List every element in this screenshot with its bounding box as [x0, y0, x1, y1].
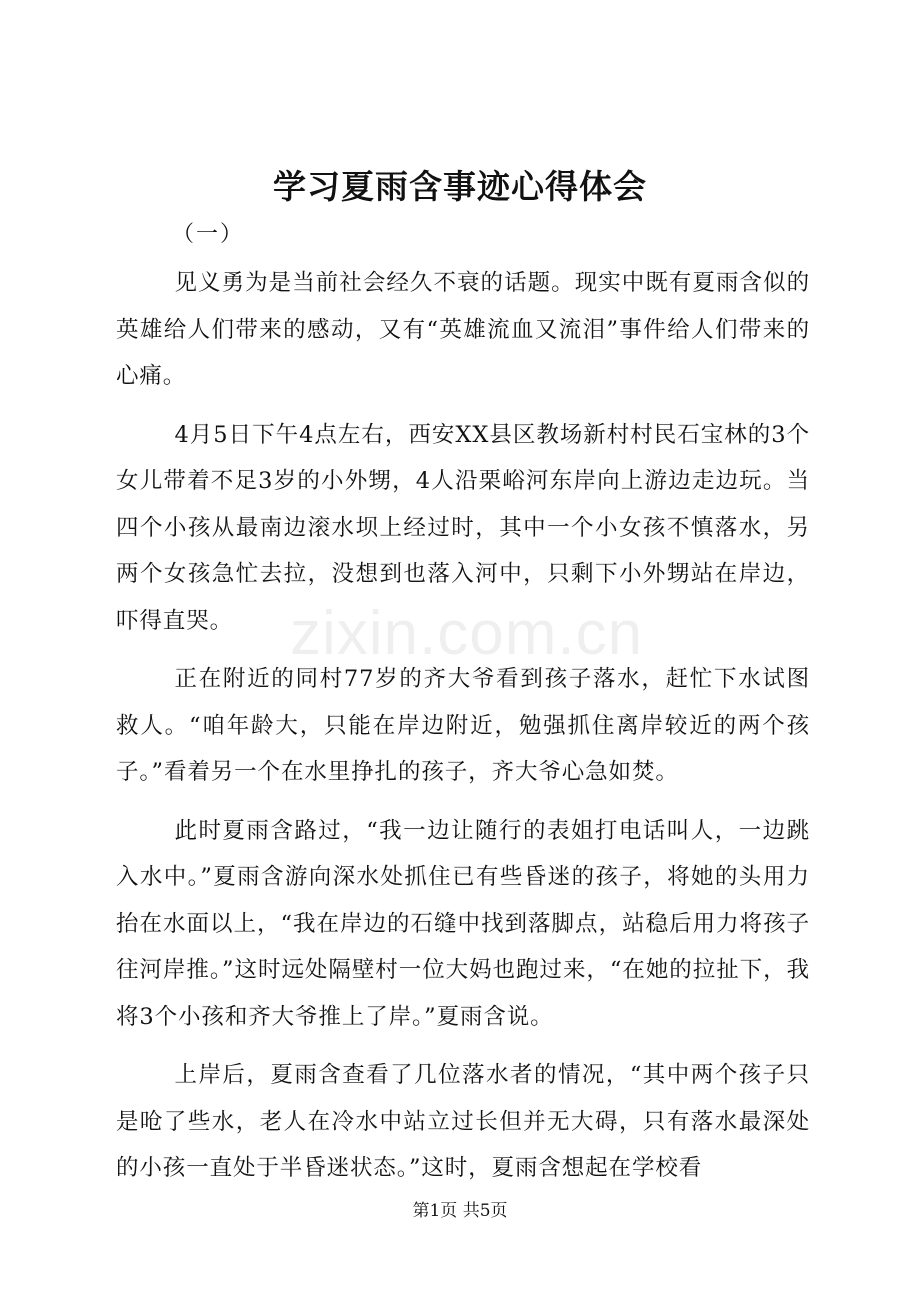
paragraph: 4月5日下午4点左右，西安XX县区教场新村村民石宝林的3个女儿带着不足3岁的小外甥，4人沿栗峪河东岸向上游边走边玩。当四个小孩从最南边滚水坝上经过时，其中一个小女孩不慎落水，另两个女孩急忙去拉，没想到也落入河中，只剩下小外甥站在岸边，吓得直哭。 [116, 421, 810, 634]
paragraph: 正在附近的同村77岁的齐大爷看到孩子落水，赶忙下水试图救人。“咱年龄大，只能在岸边附近，勉强抓住离岸较近的两个孩子。”看着另一个在水里挣扎的孩子，齐大爷心急如焚。 [116, 666, 810, 785]
paragraph: 上岸后，夏雨含查看了几位落水者的情况，“其中两个孩子只是呛了些水，老人在冷水中站立过长但并无大碍，只有落水最深处的小孩一直处于半昏迷状态。”这时，夏雨含想起在学校看 [116, 1062, 810, 1181]
paragraph: 此时夏雨含路过，“我一边让随行的表姐打电话叫人，一边跳入水中。”夏雨含游向深水处抓住已有些昏迷的孩子，将她的头用力抬在水面以上，“我在岸边的石缝中找到落脚点，站稳后用力将孩子往河岸推。”这时远处隔壁村一位大妈也跑过来，“在她的拉扯下，我将3个小孩和齐大爷推上了岸。”夏雨含说。 [116, 817, 810, 1030]
watermark-text: zixin.com.cn [290, 599, 644, 668]
paragraph: 见义勇为是当前社会经久不衰的话题。现实中既有夏雨含似的英雄给人们带来的感动，又有“英雄流血又流泪”事件给人们带来的心痛。 [116, 270, 810, 389]
page-number-footer: 第1页 共5页 [412, 1201, 508, 1221]
section-label: （一） [172, 222, 245, 247]
document-title: 学习夏雨含事迹心得体会 [273, 167, 647, 206]
document-body [116, 260, 810, 1204]
